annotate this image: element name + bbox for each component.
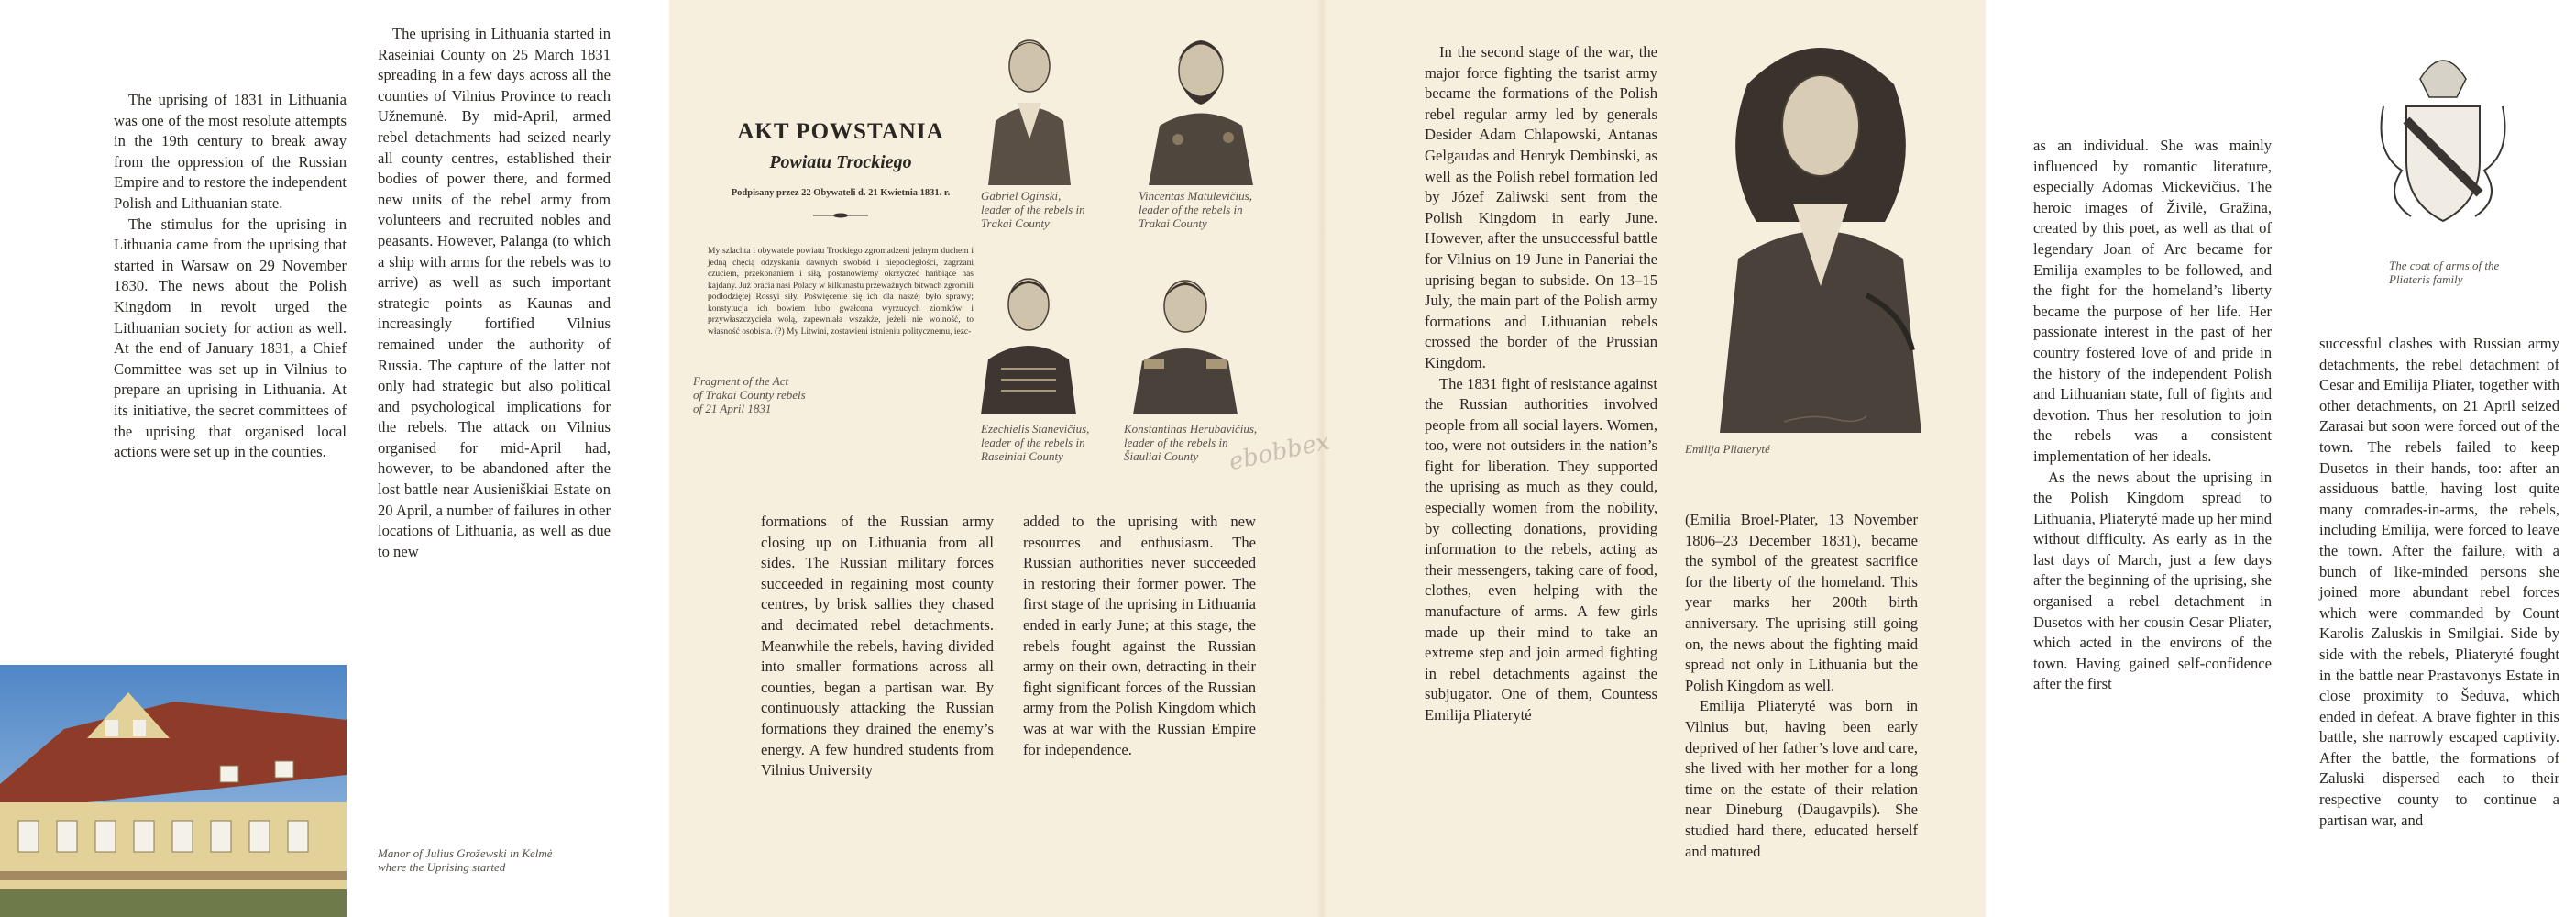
paragraph: formations of the Russian army closing up on Lithuania from all sides. The Russian military forces succeeded in regaining most county centres, by brisk sallies they chased and decimated rebel detachments. Meanwhile the rebels, having divided into smaller formations across all counties, began a partisan war. By continuously attacking the Russian formations they drained the enemy’s energy. A few hundred students from Vilnius University bbox=[761, 513, 994, 779]
text-column-6 bbox=[1685, 510, 1918, 862]
portrait-stanevicius bbox=[974, 259, 1084, 414]
paragraph: as an individual. She was mainly influenced by romantic literature, especially Adomas Mickevičius. The heroic images of Živilė, Gražina, created by this poet, as well as that of legendary Joan of Arc became for Emilija examples to be followed, and the fight for the homeland’s liberty became the purpose of her life. Her passionate interest in the past of her country fostered love of and pride in the history of the independent Polish and Lithuanian state, full of fights and devotion. Thus her resolution to join the rebels was a consistent implementation of her ideals. bbox=[2033, 137, 2272, 465]
act-body: My szlachta i obywatele powiatu Trockiego zgromadzeni jednym duchem i jedną chęcią odzyskania dawnych swobód i niepodległości, zagrzani czuciem, przekonaniem i siłą, postanowiemy okrzyczeć hańbiące nas kajdany. Już bracia nasi Polacy w kilkunastu przeważnych bitwach zgromili podłodziętej Rossyi siły. Poświęcenie się ich dla naszéj było sprawy; konstytucja ich bowiem lubo gwałcona wyrzucych ziomków i przywłaszczycieła wolą, zapewniała wszakże, jeżeli nie wolność, to własność osobista. (?) My Litwini, zostawieni istnieniu politycznemu, iezc- bbox=[708, 247, 974, 337]
text-column-4 bbox=[1023, 512, 1256, 760]
act-title: AKT POWSTANIA bbox=[737, 119, 944, 144]
manor-photo bbox=[0, 665, 347, 917]
stanevicius-caption: Ezechielis Stanevičius, leader of the rebels in Raseiniai County bbox=[981, 422, 1090, 463]
paragraph: added to the uprising with new resources and enthusiasm. The Russian authorities never succeeded in restoring their former power. The first stage of the uprising in Lithuania ended in early June; at this stage, the rebels fought against the Russian army on their own, detracting in their fight significant forces of the Russian army from the Polish Kingdom which was at war with the Russian Empire for independence. bbox=[1023, 513, 1256, 758]
act-signed-line: Podpisany przez 22 Obywateli d. 21 Kwietnia 1831. r. bbox=[731, 188, 951, 198]
portrait-emilija bbox=[1683, 20, 1958, 433]
coat-of-arms-icon bbox=[2365, 42, 2521, 244]
ornament-divider-icon bbox=[813, 213, 868, 218]
paragraph: Emilija Pliateryté was born in Vilnius but, having been early deprived of her father’s love and care, she lived with her mother for a long time on the estate of their relation near Dineburg (Daugavpils). She studied hard there, educated herself and matured bbox=[1685, 697, 1918, 860]
text-column-2 bbox=[378, 24, 611, 562]
paragraph: The 1831 fight of resistance against the Russian authorities involved people from all social layers. Women, too, were not outsiders in the nation’s fight for liberation. They supported the uprising as much as they could, especially women from the nobility, by collecting donations, providing information to the rebels, acting as their messengers, taking care of food, clothes, even helping with the manufacture of arms. A few girls made up their mind to take an extreme step and join armed fighting in rebel detachments against the subjugator. One of them, Countess Emilija Pliateryté bbox=[1425, 374, 1657, 724]
coat-of-arms-caption: The coat of arms of the Pliateris family bbox=[2389, 259, 2500, 286]
paragraph: successful clashes with Russian army detachments, the rebel detachment of Cesar and Emilija Pliater, together with other detachments, on 21 April seized Zarasai but soon were forced out of the town. The rebels failed to keep Dusetos in their hands, too: after an assiduous battle, having lost quite many comrades-in-arms, the rebels, including Emilija, were forced to leave the town. After the failure, with a bunch of like-minded persons she joined more abundant rebel forces which were commanded by Count Karolis Zaluskis in Smilgiai. Side by side with the rebels, Pliateryté fought in the battle near Prastavonys Estate in close proximity to Šeduva, which ended in defeat. A brave fighter in this battle, she narrowly escaped captivity. After the battle, the formations of Zaluski dispersed each to their respective county to continue a partisan war, and bbox=[2319, 335, 2559, 829]
manor-caption: Manor of Julius Grožewski in Kelmė where the Uprising started bbox=[378, 846, 553, 874]
text-column-3 bbox=[761, 512, 994, 781]
emilija-caption: Emilija Pliateryté bbox=[1685, 442, 1770, 456]
spread-gutter bbox=[1316, 0, 1327, 917]
paragraph: As the news about the uprising in the Polish Kingdom spread to Lithuania, Pliateryté made up her mind without difficulty. As early as in the last days of March, just a few days after the beginning of the uprising, she organised a rebel detachment in Dusetos with her cousin Cesar Pliater, which acted in the environs of the town. Having gained self-confidence after the first bbox=[2033, 468, 2272, 693]
text-column-7 bbox=[2033, 136, 2272, 695]
act-caption: Fragment of the Act of Trakai County rebels of 21 April 1831 bbox=[693, 374, 806, 415]
portrait-oginski bbox=[979, 20, 1080, 185]
paragraph: The uprising in Lithuania started in Raseiniai County on 25 March 1831 spreading in a few days across all the counties of Vilnius Province to reach Užnemunė. By mid-April, armed rebel detachments had seized nearly all county centres, established their bodies of power there, and formed new units of the rebel army from volunteers and recruited nobles and peasants. However, Palanga (to which a ship with arms for the rebels was to arrive) as well as such important strategic points as Kaunas and increasingly fortified Vilnius remained under the authority of Russia. The capture of the latter not only had strategic but also political and psychological implications for the rebels. The attack on Vilnius organised for mid-April had, however, to be abandoned after the lost battle near Ausieniškiai Estate on 20 April, a number of failures in other locations of Lithuania, as well as due to new bbox=[378, 25, 611, 560]
paragraph: The uprising of 1831 in Lithuania was one of the most resolute attempts in the 19th century to break away from the oppression of the Russian Empire and to restore the independent Polish and Lithuanian state. bbox=[114, 91, 347, 212]
paragraph: The stimulus for the uprising in Lithuania came from the uprising that started in Warsaw on 29 November 1830. The news about the Polish Kingdom in revolt urged the Lithuanian society for action as well. At the end of January 1831, a Chief Committee was set up in Vilnius to prepare an uprising in Lithuania. At its initiative, the secret committees of the uprising that organised local actions were set up in the counties. bbox=[114, 215, 347, 461]
text-column-8 bbox=[2319, 334, 2559, 831]
portrait-matulevicius bbox=[1141, 20, 1260, 185]
act-subtitle: Powiatu Trockiego bbox=[769, 152, 912, 172]
paragraph: In the second stage of the war, the major force fighting the tsarist army became the formations of the Polish rebel regular army led by generals Desider Adam Chlapowski, Antanas Gelgaudas and Henryk Dembinski, as well as the Polish rebel formation led by Józef Zaliwski sent from the Polish Kingdom in early June. However, after the unsuccessful battle for Vilnius on 19 June in Paneriai the uprising began to subside. On 13–15 July, the main part of the Polish army formations and Lithuanian rebels crossed the border of the Prussian Kingdom. bbox=[1425, 43, 1657, 371]
portrait-herubavicius bbox=[1126, 259, 1245, 414]
oginski-caption: Gabriel Oginski, leader of the rebels in Trakai County bbox=[981, 189, 1085, 230]
watermark: ebobbex bbox=[1227, 427, 1332, 477]
act-document bbox=[708, 101, 974, 376]
matulevicius-caption: Vincentas Matulevičius, leader of the rebels in Trakai County bbox=[1139, 189, 1252, 230]
paragraph: (Emilia Broel-Plater, 13 November 1806–23 December 1831), became the symbol of the greatest sacrifice for the liberty of the homeland. This year marks her 200th birth anniversary. The uprising still going on, the news about the fighting maid spread not only in Lithuania but the Polish Kingdom as well. bbox=[1685, 511, 1918, 694]
herubavicius-caption: Konstantinas Herubavičius, leader of the rebels in Šiauliai County bbox=[1124, 422, 1258, 463]
text-column-1 bbox=[114, 90, 347, 463]
text-column-5 bbox=[1425, 42, 1657, 726]
